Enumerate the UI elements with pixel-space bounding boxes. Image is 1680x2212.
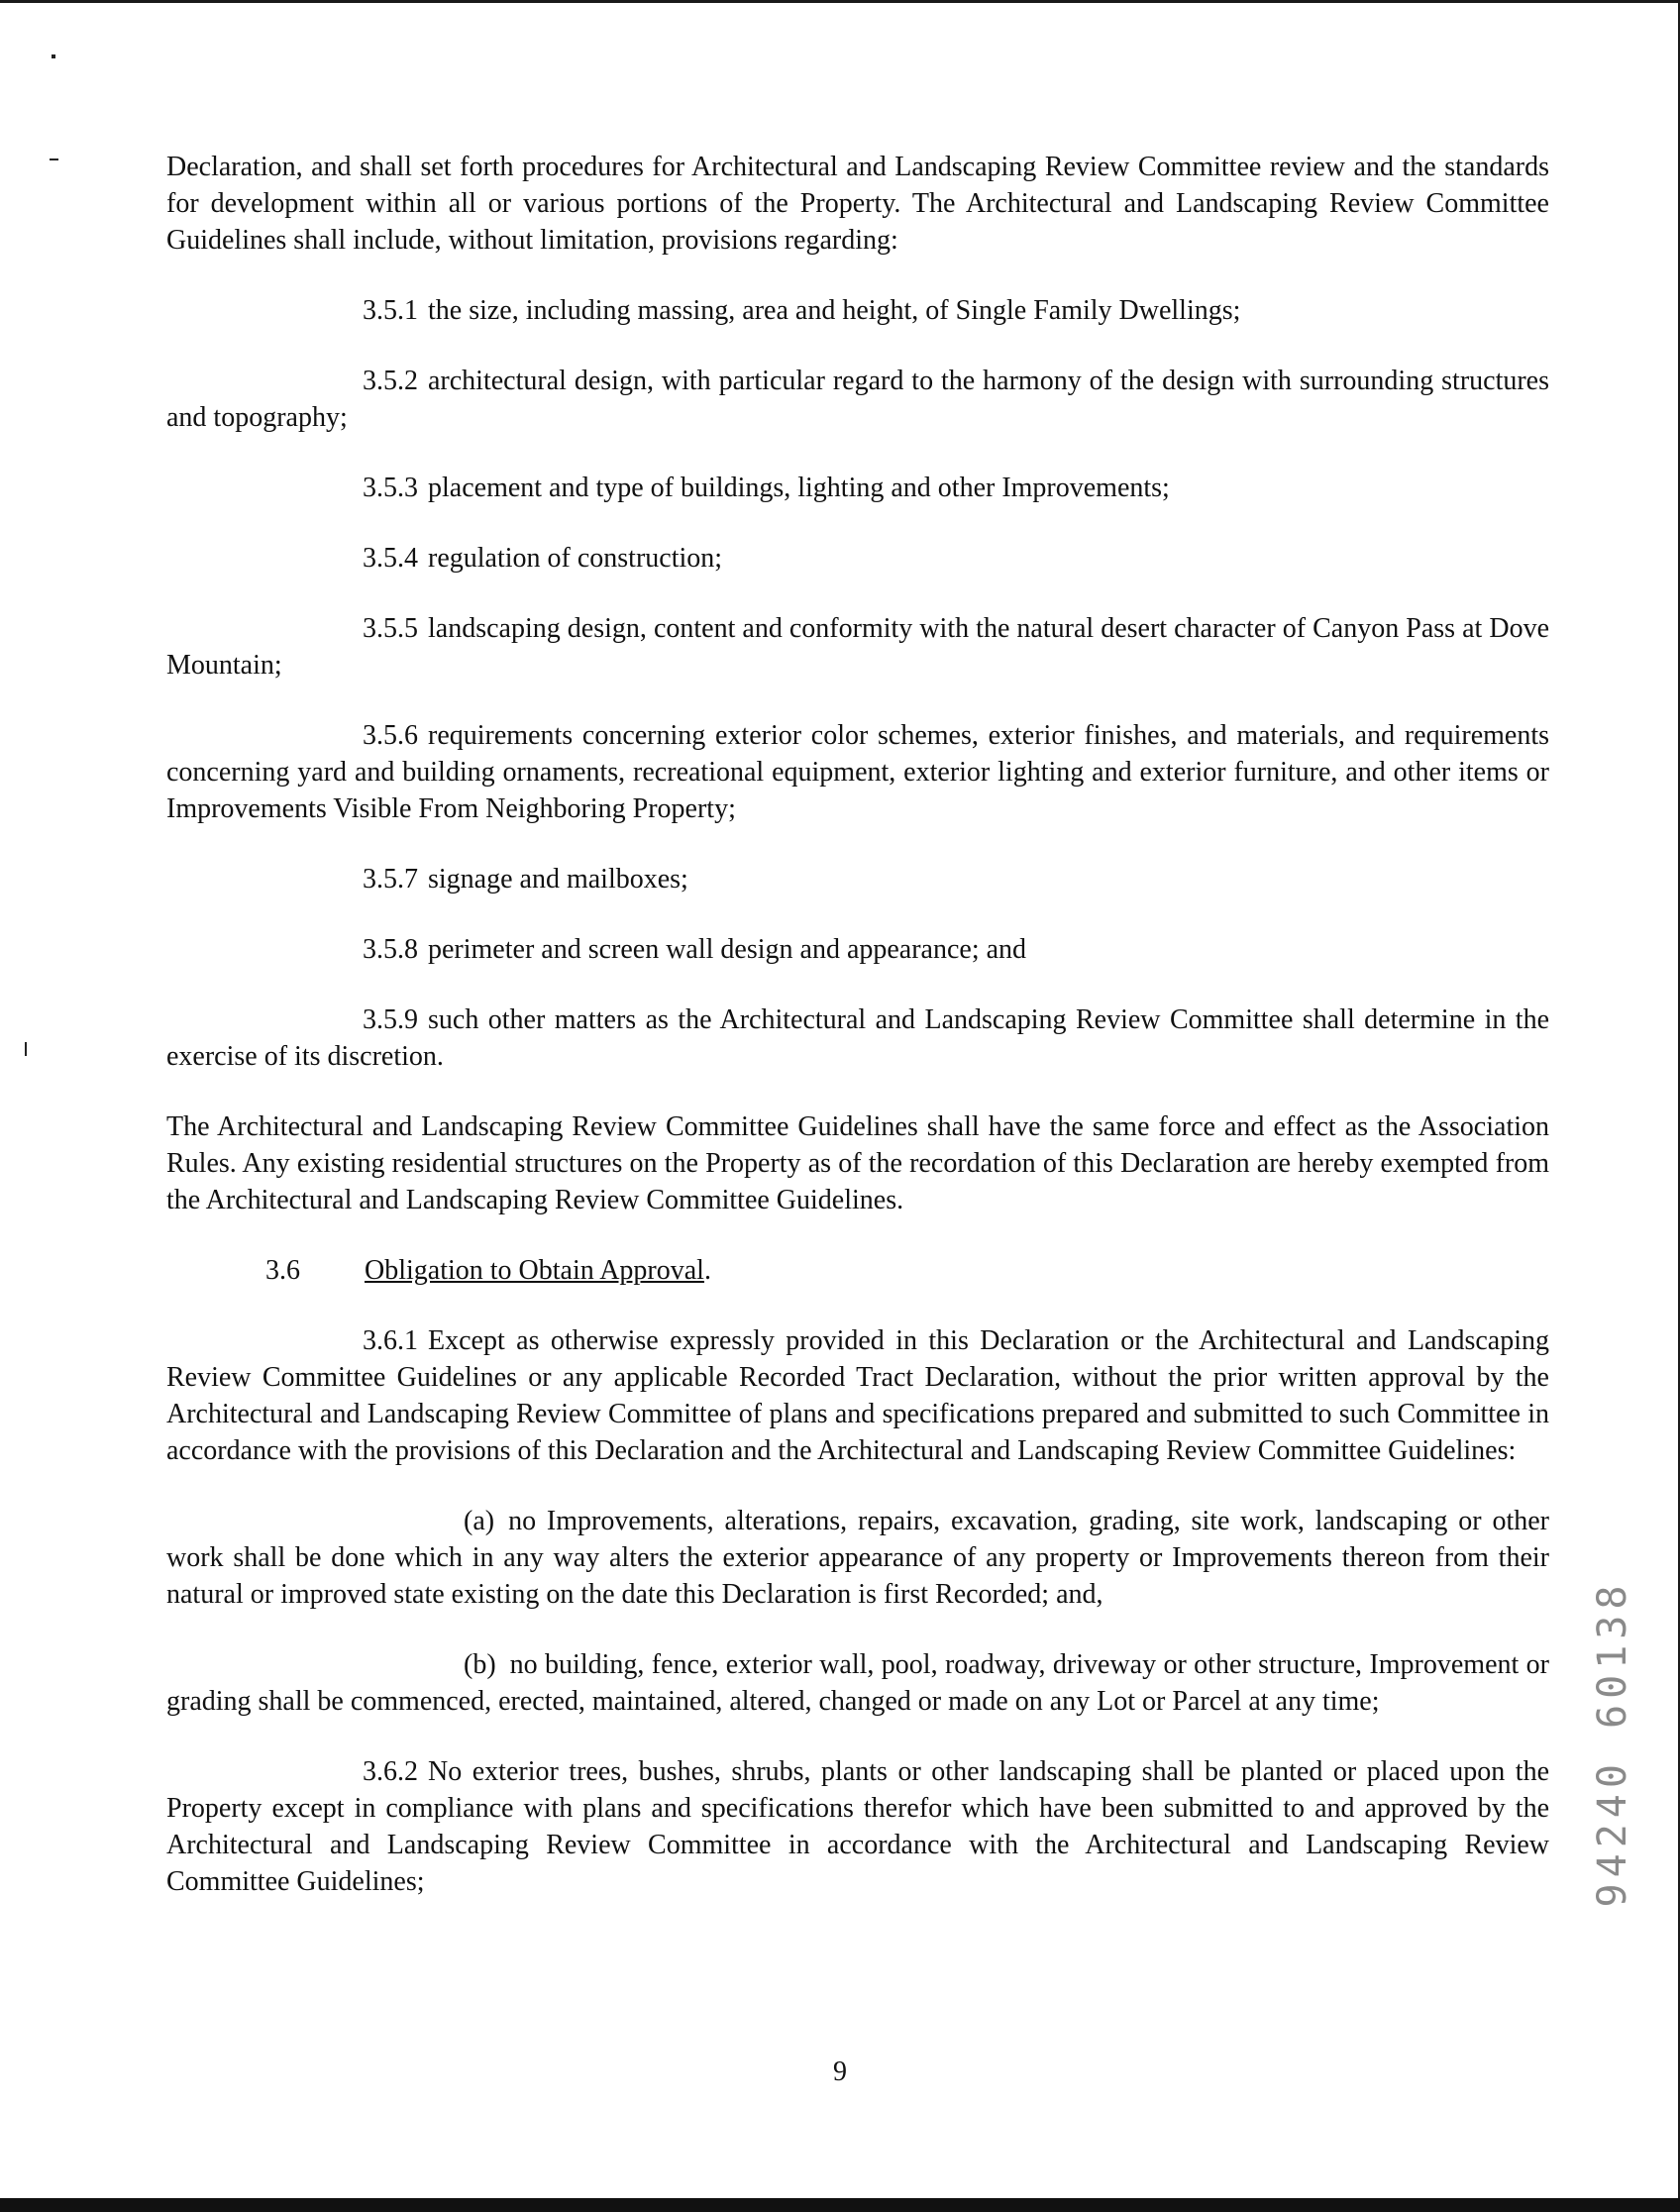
sub-item-label: (a) [464, 1506, 495, 1536]
margin-stamp-text: 94240 60138 [1590, 1579, 1635, 1908]
item-text: requirements concerning exterior color schemes, exterior finishes, and materials, and requirements concerning yard and building ornaments, recreational equipment, exterior lighting and exterior furniture, and other items or Improvements Visible From Neighboring Property; [166, 720, 1549, 824]
scan-speck [52, 54, 55, 58]
section-heading-3-6 [166, 1252, 1549, 1289]
list-item-3-5-2 [166, 363, 1549, 436]
scan-speck [25, 1042, 27, 1056]
scan-speck [50, 158, 58, 160]
item-text: signage and mailboxes; [428, 864, 688, 895]
list-item-3-5-9 [166, 1001, 1549, 1075]
section-number: 3.6 [265, 1255, 300, 1286]
margin-stamp [1585, 1555, 1640, 1932]
item-number: 3.5.4 [363, 543, 418, 574]
item-text: the size, including massing, area and height, of Single Family Dwellings; [428, 295, 1241, 326]
list-item-3-5-5 [166, 610, 1549, 684]
item-number: 3.5.1 [363, 295, 418, 326]
sub-item-text: no building, fence, exterior wall, pool, roadway, driveway or other structure, Improvement or grading shall be commenced, erected, maintained, altered, changed or made on any Lot or Parcel at any time; [166, 1649, 1549, 1717]
item-number: 3.5.9 [363, 1004, 418, 1035]
intro-paragraph: Declaration, and shall set forth procedures for Architectural and Landscaping Review Committee review and the standards for development within all or various portions of the Property. The Architectural and Landscaping Review Committee Guidelines shall include, without limitation, provisions regarding: [166, 152, 1549, 256]
list-item-3-5-4 [166, 540, 1549, 577]
item-number: 3.5.2 [363, 366, 418, 396]
item-text: No exterior trees, bushes, shrubs, plants or other landscaping shall be planted or placed upon the Property except in compliance with plans and specifications therefor which have been submitted to and approved by the Architectural and Landscaping Review Committee in accordance with the Architectural and Landscaping Review Committee Guidelines; [166, 1756, 1549, 1897]
list-item-3-5-3 [166, 470, 1549, 506]
item-text: regulation of construction; [428, 543, 723, 574]
guidelines-paragraph: The Architectural and Landscaping Review Committee Guidelines shall have the same force and effect as the Association Rules. Any existing residential structures on the Property as of the recordation of this Declaration are hereby exempted from the Architectural and Landscaping Review Committee Guidelines. [166, 1111, 1549, 1215]
item-text: placement and type of buildings, lighting and other Improvements; [428, 473, 1170, 503]
item-number: 3.5.6 [363, 720, 418, 751]
sub-item-label: (b) [464, 1649, 496, 1680]
item-number: 3.5.3 [363, 473, 418, 503]
list-item-3-5-7 [166, 861, 1549, 897]
section-title-period: . [703, 1255, 711, 1286]
section-title: Obligation to Obtain Approval [365, 1255, 704, 1286]
item-number: 3.5.8 [363, 934, 418, 965]
scan-border-bottom [0, 2198, 1680, 2212]
list-item-3-5-8 [166, 931, 1549, 968]
list-item-3-5-6 [166, 717, 1549, 827]
item-number: 3.6.1 [363, 1325, 418, 1356]
list-item-3-6-2 [166, 1753, 1549, 1900]
scan-border-top [0, 0, 1680, 3]
item-text: architectural design, with particular regard to the harmony of the design with surrounding structures and topography; [166, 366, 1549, 433]
item-text: such other matters as the Architectural and Landscaping Review Committee shall determine in the exercise of its discretion. [166, 1004, 1549, 1072]
sub-item-b [166, 1646, 1549, 1720]
list-item-3-6-1 [166, 1322, 1549, 1469]
item-text: perimeter and screen wall design and appearance; and [428, 934, 1027, 965]
item-number: 3.6.2 [363, 1756, 418, 1787]
item-text: landscaping design, content and conformity with the natural desert character of Canyon Pass at Dove Mountain; [166, 613, 1549, 681]
sub-item-a [166, 1503, 1549, 1613]
item-text: Except as otherwise expressly provided in this Declaration or the Architectural and Landscaping Review Committee Guidelines or any applicable Recorded Tract Declaration, without the prior written approval by the Architectural and Landscaping Review Committee of plans and specifications prepared and submitted to such Committee in accordance with the provisions of this Declaration and the Architectural and Landscaping Review Committee Guidelines: [166, 1325, 1549, 1466]
page-number: 9 [833, 2056, 847, 2087]
sub-item-text: no Improvements, alterations, repairs, excavation, grading, site work, landscaping or other work shall be done which in any way alters the exterior appearance of any property or Improvements thereon from their natural or improved state existing on the date this Declaration is first Recorded; and, [166, 1506, 1549, 1610]
item-number: 3.5.7 [363, 864, 418, 895]
list-item-3-5-1 [166, 292, 1549, 329]
item-number: 3.5.5 [363, 613, 418, 644]
document-page [166, 149, 1549, 1934]
